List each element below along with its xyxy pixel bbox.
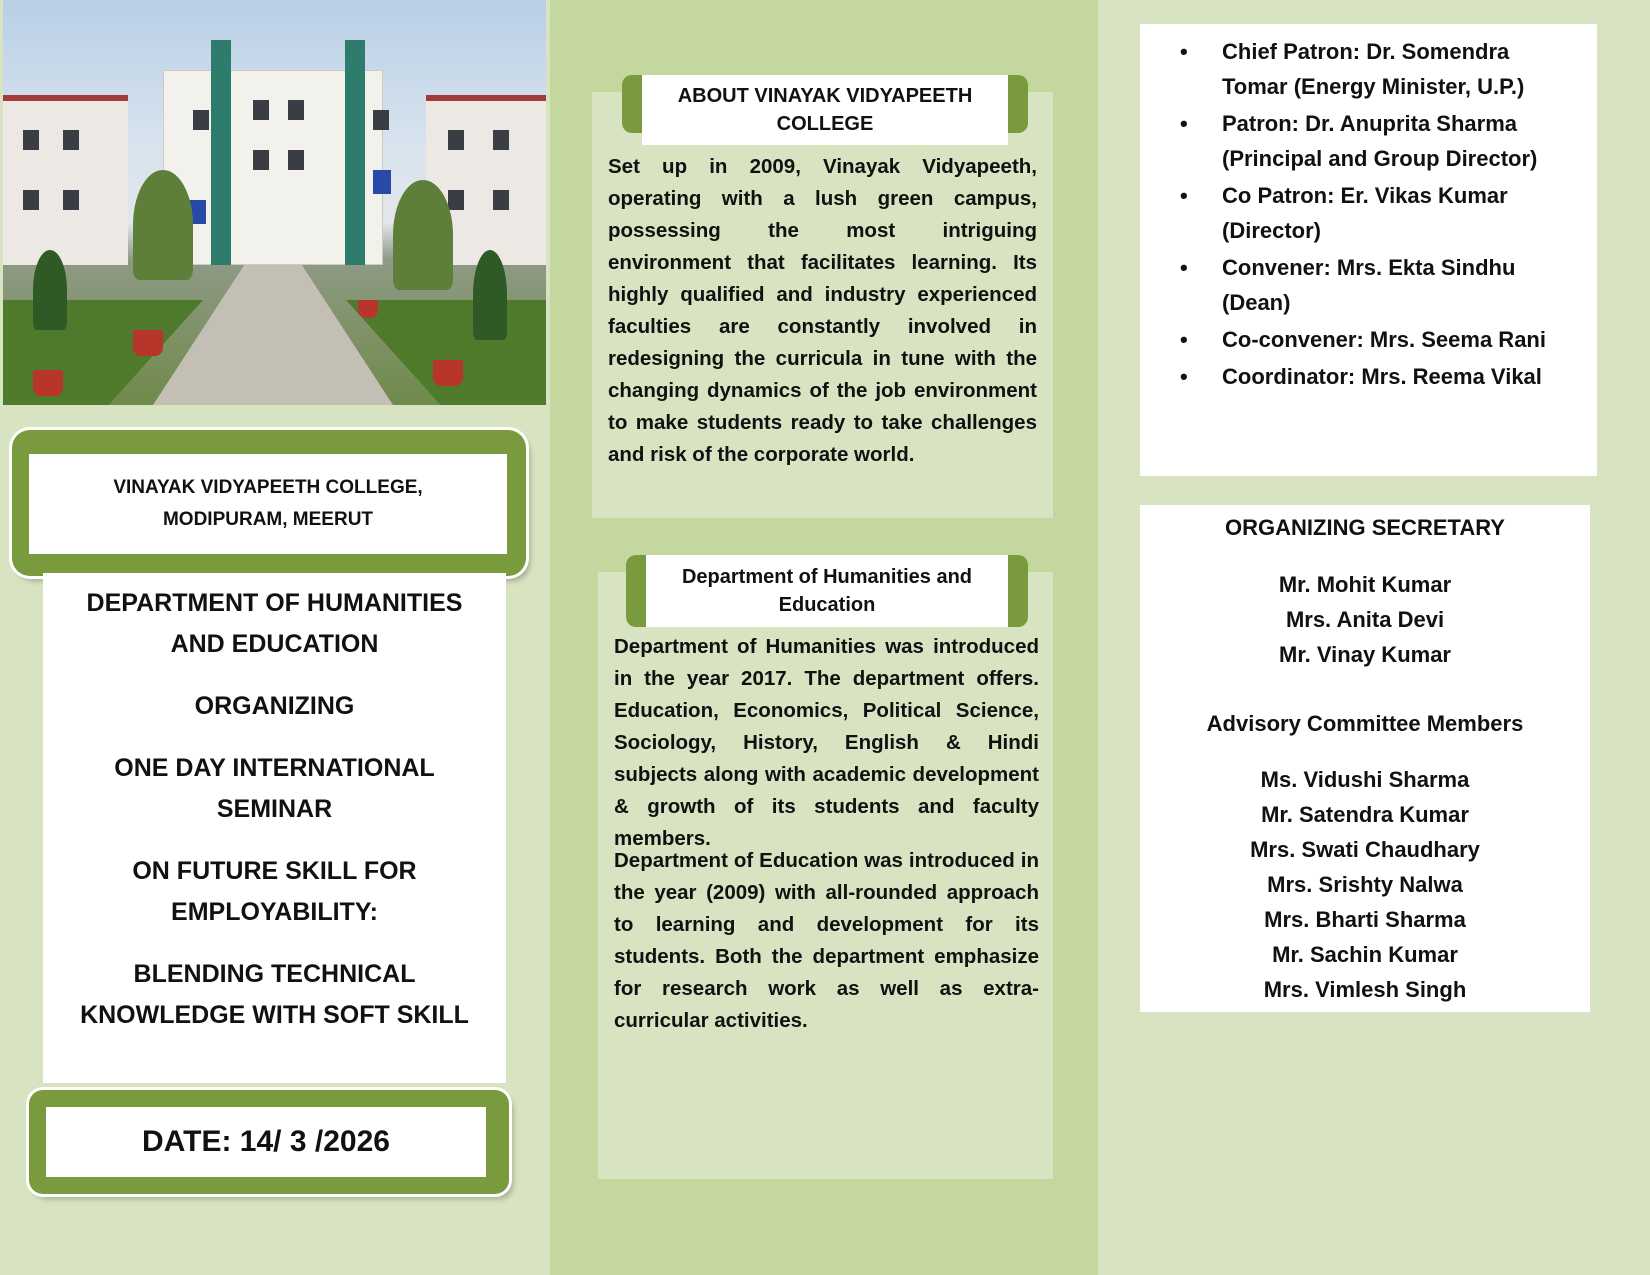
college-name: VINAYAK VIDYAPEETH COLLEGE, MODIPURAM, MEERUT [29, 454, 507, 554]
department-title-tab [626, 555, 1028, 627]
organizing-label: ORGANIZING [194, 692, 355, 720]
left-panel [0, 0, 550, 1275]
bullet-icon: • [1180, 111, 1188, 136]
bullet-icon: • [1180, 364, 1188, 389]
list-item: Ms. Vidushi Sharma [1260, 767, 1470, 792]
department-title: Department of Humanities and Education [646, 555, 1008, 627]
list-item: Mrs. Srishty Nalwa [1267, 872, 1463, 897]
list-item: Mrs. Bharti Sharma [1264, 907, 1466, 932]
college-name-plate [12, 430, 526, 576]
about-text: Set up in 2009, Vinayak Vidyapeeth, operating with a lush green campus, possessing the most intriguing environment that facilitates learning. Its highly qualified and industry experienced faculties are constantly involved in redesigning the curricula in tune with the changing dynamics of the job environment to make students ready to take challenges and risk of the corporate world. [608, 155, 1037, 466]
bullet-icon: • [1180, 39, 1188, 64]
campus-photo [3, 0, 546, 405]
department-name: DEPARTMENT OF HUMANITIES AND EDUCATION [86, 589, 463, 658]
list-item: • Co Patron: Er. Vikas Kumar (Director) [1180, 178, 1590, 248]
list-item: Mr. Vinay Kumar [1279, 642, 1451, 667]
list-item: • Co-convener: Mrs. Seema Rani [1180, 322, 1590, 357]
patron-box [1140, 24, 1597, 476]
list-item: Mr. Sachin Kumar [1272, 942, 1458, 967]
seminar-details [43, 573, 506, 1083]
event-type: ONE DAY INTERNATIONAL SEMINAR [114, 754, 435, 823]
advisory-committee-title: Advisory Committee Members [1206, 711, 1524, 736]
list-item: Mrs. Anita Devi [1285, 607, 1445, 632]
seminar-date: DATE: 14/ 3 /2026 [46, 1107, 486, 1177]
list-item: • Chief Patron: Dr. Somendra Tomar (Energy Minister, U.P.) [1180, 34, 1590, 104]
advisory-committee-list [1140, 762, 1590, 1007]
bullet-icon: • [1180, 183, 1188, 208]
date-plate [29, 1090, 509, 1194]
committee-box [1140, 505, 1590, 1012]
list-item: • Convener: Mrs. Ekta Sindhu (Dean) [1180, 250, 1590, 320]
list-item: • Coordinator: Mrs. Reema Vikal [1180, 359, 1590, 394]
bullet-icon: • [1180, 255, 1188, 280]
humanities-description: Department of Humanities was introduced in the year 2017. The department offers. Education, Economics, Political Science, Sociology, History, English & Hindi subjects along with academic development & growth of its students and faculty members. [614, 635, 1039, 850]
list-item: Mr. Mohit Kumar [1278, 572, 1452, 597]
education-description: Department of Education was introduced in the year (2009) with all-rounded approach to learning and development for its students. Both the department emphasize for research work as well as extra-curricular activities. [614, 849, 1039, 1032]
organizing-secretary-title: ORGANIZING SECRETARY [1225, 515, 1505, 540]
about-title: ABOUT VINAYAK VIDYAPEETH COLLEGE [642, 75, 1008, 145]
list-item: • Patron: Dr. Anuprita Sharma (Principal and Group Director) [1180, 106, 1590, 176]
list-item: Mrs. Swati Chaudhary [1250, 837, 1480, 862]
bullet-icon: • [1180, 327, 1188, 352]
about-title-tab [622, 75, 1028, 133]
patron-list [1180, 34, 1590, 396]
seminar-topic: ON FUTURE SKILL FOR EMPLOYABILITY: [132, 857, 417, 926]
seminar-subtopic: BLENDING TECHNICAL KNOWLEDGE WITH SOFT SKILL [80, 960, 469, 1029]
list-item: Mr. Satendra Kumar [1261, 802, 1469, 827]
list-item: Mrs. Vimlesh Singh [1263, 977, 1467, 1002]
organizing-secretary-list [1140, 567, 1590, 672]
